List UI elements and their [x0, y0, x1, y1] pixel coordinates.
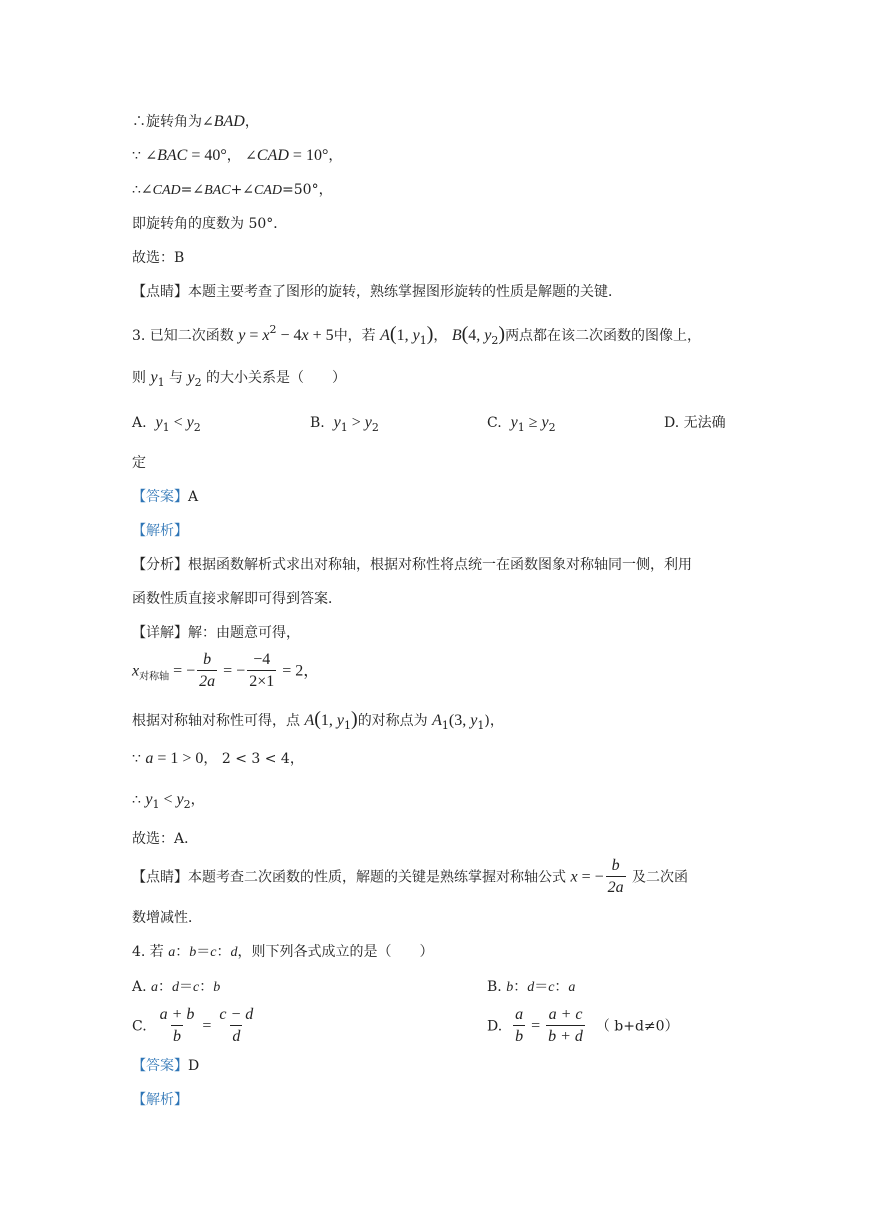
q3-therefore-line: ∴ $y_1 < y_2$， — [132, 791, 205, 811]
q2-choice: 故选：B — [132, 250, 185, 266]
q3-comment-2: 数增减性． — [132, 910, 202, 926]
q3-stem-2: 则 $y_1$ 与 $y_2$ 的大小关系是（ ） — [132, 369, 347, 389]
q3-option-c: C. $y_1 \ge y_2$ — [487, 414, 556, 434]
q4-answer: 【答案】D — [132, 1058, 200, 1074]
q3-axis-formula: $x_{对称轴}$ = − $\frac{b}{2a}$ = − $\frac{-4}{2\times 1}$ = 2， — [132, 650, 319, 693]
q4-analysis-tag: 【解析】 — [132, 1092, 188, 1108]
q2-comment: 【点睛】本题主要考查了图形的旋转，熟练掌握图形旋转的性质是解题的关键． — [132, 284, 622, 300]
q3-fenxi-2: 函数性质直接求解即可得到答案． — [132, 591, 342, 607]
q3-xiangjie: 【详解】解：由题意可得， — [132, 625, 300, 641]
q3-comment: 【点睛】本题考查二次函数的性质，解题的关键是熟练掌握对称轴公式 x = − $\frac{b}{2a}$ 及二次函 — [132, 856, 688, 899]
line-given-angles: ∵ ∠BAC = 40°， ∠CAD = 10°， — [132, 147, 343, 164]
q4-option-d: D. $\frac{a}{b}$ = $\frac{a + c}{b + d}$ （ b+d≠0） — [487, 1005, 679, 1048]
q3-since-line: ∵ a = 1 > 0， 2 < 3 < 4， — [132, 750, 304, 767]
q3-fenxi: 【分析】根据函数解析式求出对称轴，根据对称性将点统一在函数图象对称轴同一侧，利用 — [132, 557, 692, 573]
q3-option-a: A. $y_1 < y_2$ — [132, 414, 201, 434]
q3-choice: 故选：A． — [132, 831, 199, 847]
line-rotation-degree: 即旋转角的度数为 50°． — [132, 216, 288, 232]
line-angle-sum: ∴∠CAD=∠BAC+∠CAD=50°， — [132, 182, 333, 198]
q4-stem: 4. 若 a：b＝c：d，则下列各式成立的是（ ） — [132, 944, 434, 960]
q4-option-b: B. b：d＝c：a — [487, 979, 576, 995]
q3-stem: 3. 已知二次函数 $y = x^2 - 4x + 5$中，若 A(1, $y_1$)， B(4, $y_2$)两点都在该二次函数的图像上， — [132, 323, 702, 347]
q3-symmetric-point: 根据对称轴对称性可得，点 A(1, $y_1$)的对称点为 $A_1(3$, $y_1$)， — [132, 708, 504, 732]
q3-option-d-cont: 定 — [132, 455, 146, 471]
q4-option-a: A. a：d＝c：b — [132, 979, 221, 995]
q3-option-d: D. 无法确 — [664, 415, 726, 431]
q4-option-c: C. $\frac{a + b}{b}$ = $\frac{c - d}{d}$ — [132, 1005, 257, 1048]
q3-option-b: B. $y_1 > y_2$ — [310, 414, 379, 434]
q3-analysis-tag: 【解析】 — [132, 523, 188, 539]
q3-answer: 【答案】A — [132, 489, 199, 505]
line-rotation-angle: ∴旋转角为∠BAD， — [132, 113, 259, 130]
